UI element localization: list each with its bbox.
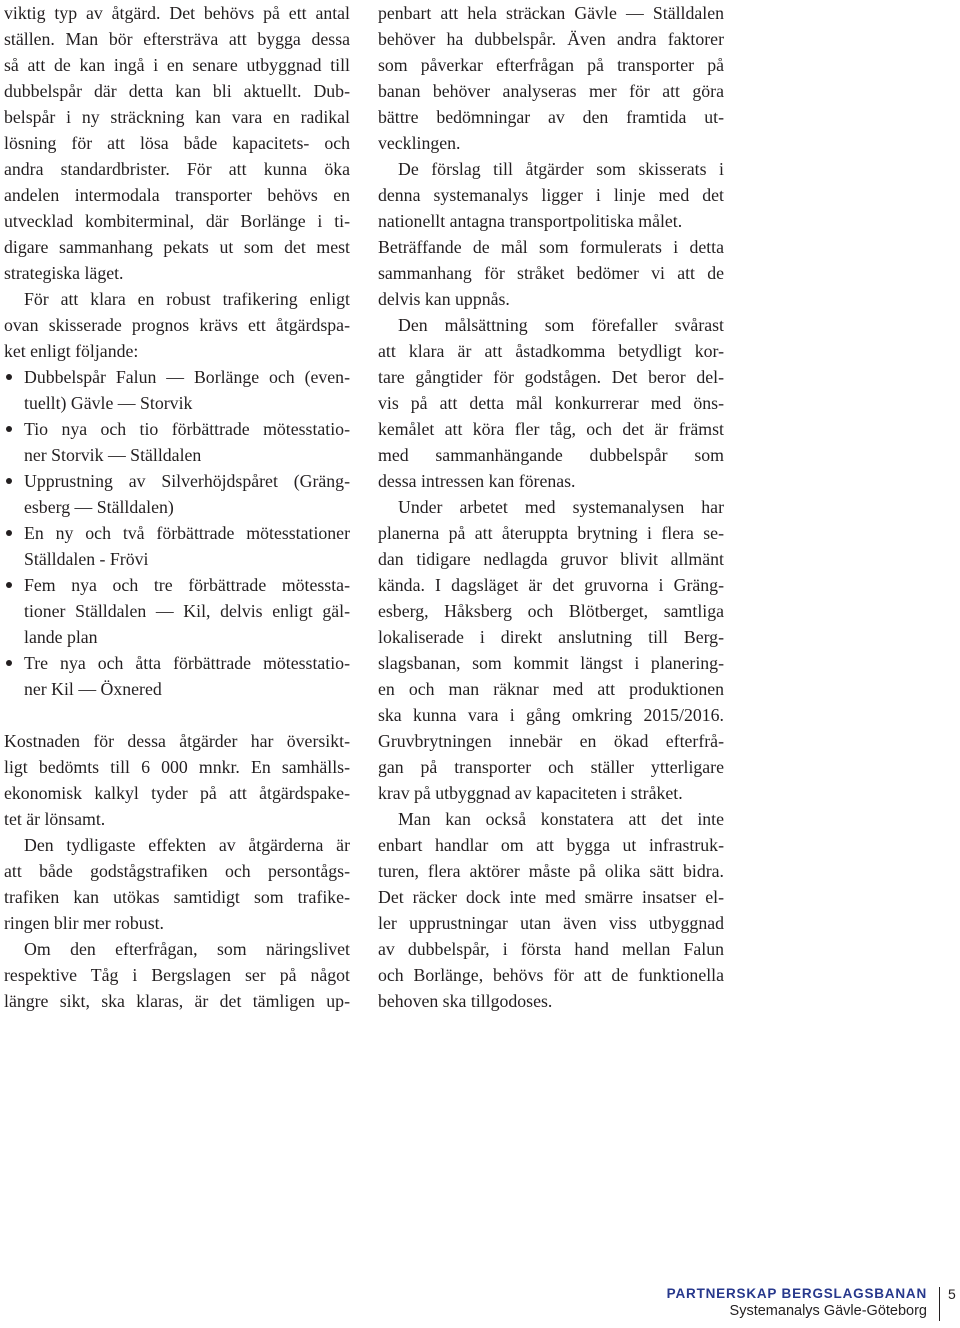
- list-item: [4, 468, 350, 520]
- text-line: ska kunna vara i gång omkring 2015/2016.: [378, 705, 724, 725]
- text-line: ovan skisserade prognos krävs ett åtgärdspa-: [4, 315, 350, 335]
- text-line: Man kan också konstatera att det inte: [398, 809, 724, 829]
- text-line: Kostnaden för dessa åtgärder har översikt-: [4, 731, 350, 751]
- text-line: ligt bedömts till 6 000 mnkr. En samhälls-: [4, 757, 350, 777]
- text-line: Den målsättning som förefaller svårast: [398, 315, 724, 335]
- text-line: strategiska läget.: [4, 263, 124, 283]
- text-line: Gruvbrytningen innebär en ökad efterfrå-: [378, 731, 724, 751]
- text-line: penbart att hela sträckan Gävle — Ställdalen: [378, 3, 724, 23]
- text-line: För att klara en robust trafikering enligt: [24, 289, 350, 309]
- text-line: ringen blir mer robust.: [4, 913, 164, 933]
- text-line: respektive Tåg i Bergslagen ser på något: [4, 965, 350, 985]
- text-line: tare gångtider för godstågen. Det beror del-: [378, 367, 724, 387]
- text-line: kända. I dagsläget är det gruvorna i Gräng-: [378, 575, 724, 595]
- text-line: dessa intressen kan förenas.: [378, 471, 576, 491]
- bullet-icon: [6, 478, 12, 484]
- text-line: enbart handlar om att bygga ut infrastruk-: [378, 835, 724, 855]
- text-line: utvecklad kombiterminal, där Borlänge i ti-: [4, 211, 350, 231]
- text-line: tioner Ställdalen — Kil, delvis enligt gäl-: [24, 601, 350, 621]
- text-line: som påverkar efterfrågan på transporter på: [378, 55, 724, 75]
- spacer: [4, 702, 350, 728]
- text-line: Under arbetet med systemanalysen har: [398, 497, 724, 517]
- text-line: vecklingen.: [378, 133, 461, 153]
- text-line: sammanhang för stråket bedömer vi att de: [378, 263, 724, 283]
- text-line: vis på att detta mål konkurrerar med öns-: [378, 393, 724, 413]
- text-line: att klara är att åstadkomma betydligt kor-: [378, 341, 724, 361]
- text-line: planerna på att återuppta brytning i flera se-: [378, 523, 724, 543]
- list-item: [4, 650, 350, 702]
- text-line: belspår i ny sträckning kan vara en radikal: [4, 107, 350, 127]
- text-line: De förslag till åtgärder som skisserats i: [398, 159, 724, 179]
- text-line: esberg, Håksberg och Blötberget, samtliga: [378, 601, 724, 621]
- text-line: ner Storvik — Ställdalen: [24, 445, 202, 465]
- text-line: gan på transporter och ställer ytterligare: [378, 757, 724, 777]
- text-line: delvis kan uppnås.: [378, 289, 510, 309]
- text-line: Tre nya och åtta förbättrade mötesstatio-: [24, 653, 350, 673]
- list-item: [4, 416, 350, 468]
- text-line: att både godstågstrafiken och persontågs-: [4, 861, 350, 881]
- page-footer: [0, 1286, 960, 1326]
- bullet-list: [4, 364, 350, 702]
- text-line: Tio nya och tio förbättrade mötesstatio-: [24, 419, 350, 439]
- text-line: lokaliserade i direkt anslutning till Berg-: [378, 627, 724, 647]
- text-line: behöver ha dubbelspår. Även andra faktorer: [378, 29, 724, 49]
- bullet-icon: [6, 582, 12, 588]
- text-line: Upprustning av Silverhöjdspåret (Gräng-: [24, 471, 350, 491]
- text-line: ket enligt följande:: [4, 341, 139, 361]
- text-line: Dubbelspår Falun — Borlänge och (even-: [24, 367, 350, 387]
- right-column: [378, 0, 724, 1014]
- text-line: tet är lönsamt.: [4, 809, 106, 829]
- footer-subtitle: Systemanalys Gävle-Göteborg: [729, 1303, 927, 1319]
- text-line: trafiken kan utökas samtidigt som trafike-: [4, 887, 350, 907]
- text-line: dan tidigare nedlagda gruvor blivit allmänt: [378, 549, 724, 569]
- bullet-icon: [6, 374, 12, 380]
- list-item: [4, 572, 350, 650]
- text-line: Beträffande de mål som formulerats i detta: [378, 237, 724, 257]
- text-line: Det räcker dock inte med smärre insatser el-: [378, 887, 724, 907]
- text-line: krav på utbyggnad av kapaciteten i stråket.: [378, 783, 683, 803]
- bullet-icon: [6, 530, 12, 536]
- list-item: [4, 364, 350, 416]
- text-line: Den tydligaste effekten av åtgärderna är: [24, 835, 350, 855]
- bullet-icon: [6, 660, 12, 666]
- text-line: längre sikt, ska klaras, är det tämligen up-: [4, 991, 350, 1011]
- text-line: kemålet att köra fler tåg, och det är främst: [378, 419, 724, 439]
- text-line: viktig typ av åtgärd. Det behövs på ett antal: [4, 3, 350, 23]
- text-line: nationellt antagna transportpolitiska målet.: [378, 211, 683, 231]
- text-line: ner Kil — Öxnered: [24, 679, 162, 699]
- text-line: och Borlänge, behövs för att de funktionella: [378, 965, 724, 985]
- text-line: en och man räknar med att produktionen: [378, 679, 724, 699]
- text-line: dubbelspår där detta kan bli aktuellt. Dub-: [4, 81, 350, 101]
- text-line: av dubbelspår, i första hand mellan Falun: [378, 939, 724, 959]
- text-line: lande plan: [24, 627, 98, 647]
- text-line: bättre bedömningar av den framtida ut-: [378, 107, 724, 127]
- text-line: så att de kan ingå i en senare utbyggnad till: [4, 55, 350, 75]
- left-column: [4, 0, 350, 1014]
- text-line: Om den efterfrågan, som näringslivet: [24, 939, 350, 959]
- text-line: andelen intermodala transporter behövs en: [4, 185, 350, 205]
- text-line: esberg — Ställdalen): [24, 497, 174, 517]
- text-line: tuellt) Gävle — Storvik: [24, 393, 193, 413]
- bullet-icon: [6, 426, 12, 432]
- footer-divider: [939, 1287, 940, 1321]
- page-number: 5: [948, 1286, 956, 1302]
- text-line: digare sammanhang pekats ut som det mest: [4, 237, 350, 257]
- text-line: andra standardbrister. För att kunna öka: [4, 159, 350, 179]
- list-item: [4, 520, 350, 572]
- text-line: behoven ska tillgodoses.: [378, 991, 553, 1011]
- text-line: denna systemanalys ligger i linje med det: [378, 185, 724, 205]
- text-line: ler upprustningar utan även viss utbyggnad: [378, 913, 724, 933]
- text-line: Ställdalen - Frövi: [24, 549, 149, 569]
- text-line: lösning för att lösa både kapacitets- och: [4, 133, 350, 153]
- text-line: En ny och två förbättrade mötesstationer: [24, 523, 350, 543]
- text-line: med sammanhängande dubbelspår som: [378, 445, 724, 465]
- footer-brand: PARTNERSKAP BERGSLAGSBANAN: [666, 1286, 927, 1301]
- text-line: Fem nya och tre förbättrade mötessta-: [24, 575, 350, 595]
- text-line: ställen. Man bör eftersträva att bygga dessa: [4, 29, 350, 49]
- text-line: slagsbanan, som kommit längst i planering-: [378, 653, 724, 673]
- text-line: banan behöver analyseras mer för att göra: [378, 81, 724, 101]
- text-line: ekonomisk kalkyl tyder på att åtgärdspake-: [4, 783, 350, 803]
- text-line: turen, flera aktörer måste på olika sätt bidra.: [378, 861, 724, 881]
